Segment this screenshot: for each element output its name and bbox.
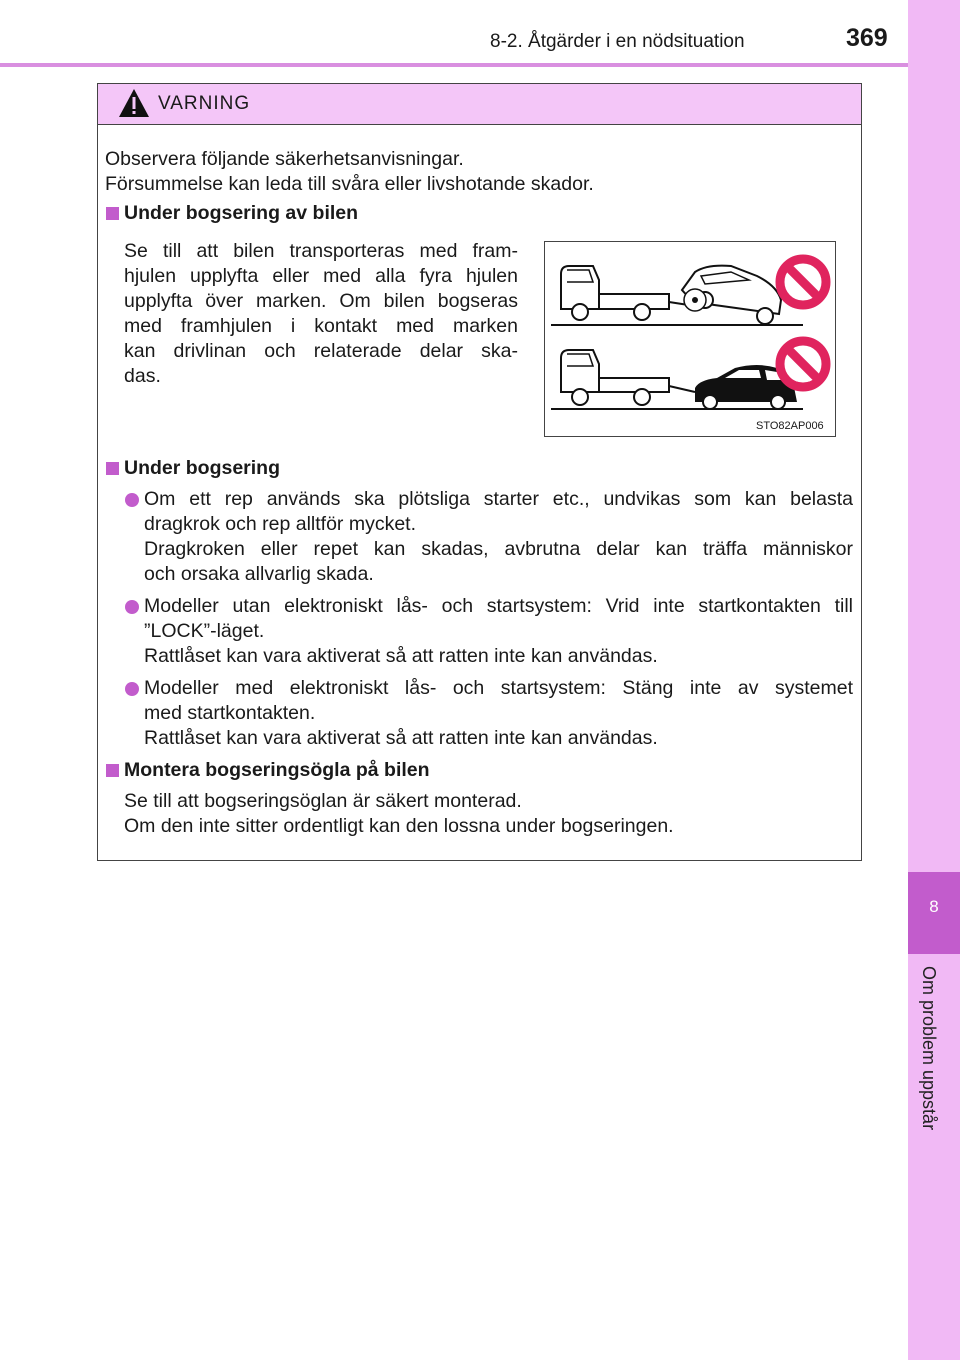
chapter-number: 8 <box>929 897 939 916</box>
bullet-dot-icon <box>125 600 139 614</box>
body-line: kan drivlinan och relaterade delar ska- <box>124 340 518 362</box>
body-line: med framhjulen i kontakt med marken <box>124 315 518 337</box>
warning-triangle-icon <box>118 88 150 118</box>
header-rule <box>0 63 908 67</box>
section-heading-towing-car: Under bogsering av bilen <box>124 202 359 224</box>
warning-intro-line: Observera följande säkerhetsanvisningar. <box>105 148 464 170</box>
section-heading-towing: Under bogsering <box>124 457 281 479</box>
body-line: hjulen upplyfta eller med alla fyra hjulen <box>124 265 518 287</box>
chapter-title: Om problem uppstår <box>919 966 939 1131</box>
bullet-line: ”LOCK”-läget. <box>144 620 265 642</box>
bullet-line: Modeller med elektroniskt lås- och startsystem: Stäng inte av systemet <box>144 677 853 699</box>
section-title: 8-2. Åtgärder i en nödsituation <box>490 31 745 52</box>
warning-intro-line: Försummelse kan leda till svåra eller livshotande skador. <box>105 173 594 195</box>
warning-title: VARNING <box>158 93 251 114</box>
bullet-line: Rattlåset kan vara aktiverat så att ratten inte kan användas. <box>144 727 658 749</box>
body-line: upplyfta över marken. Om bilen bogseras <box>124 290 518 312</box>
bullet-dot-icon <box>125 682 139 696</box>
body-line: das. <box>124 365 161 387</box>
section-square-icon <box>106 207 119 220</box>
bullet-dot-icon <box>125 493 139 507</box>
body-line: Om den inte sitter ordentligt kan den lossna under bogseringen. <box>124 815 674 837</box>
figure-code: STO82AP006 <box>756 420 824 432</box>
bullet-line: och orsaka allvarlig skada. <box>144 563 374 585</box>
page-number: 369 <box>846 24 888 52</box>
bullet-line: med startkontakten. <box>144 702 316 724</box>
warning-box <box>97 83 862 861</box>
section-square-icon <box>106 462 119 475</box>
section-heading-tow-eye: Montera bogseringsögla på bilen <box>124 759 430 781</box>
bullet-line: dragkrok och rep alltför mycket. <box>144 513 417 535</box>
towing-illustration <box>544 241 836 437</box>
bullet-line: Modeller utan elektroniskt lås- och startsystem: Vrid inte startkontakten till <box>144 595 853 617</box>
body-line: Se till att bilen transporteras med fram- <box>124 240 518 262</box>
section-square-icon <box>106 764 119 777</box>
body-line: Se till att bogseringsöglan är säkert monterad. <box>124 790 522 812</box>
bullet-line: Om ett rep används ska plötsliga starter etc., undvikas som kan belasta <box>144 488 853 510</box>
prohibited-towing-icon <box>545 242 835 418</box>
bullet-line: Rattlåset kan vara aktiverat så att ratten inte kan användas. <box>144 645 658 667</box>
bullet-line: Dragkroken eller repet kan skadas, avbrutna delar kan träffa människor <box>144 538 853 560</box>
warning-header <box>98 84 861 125</box>
